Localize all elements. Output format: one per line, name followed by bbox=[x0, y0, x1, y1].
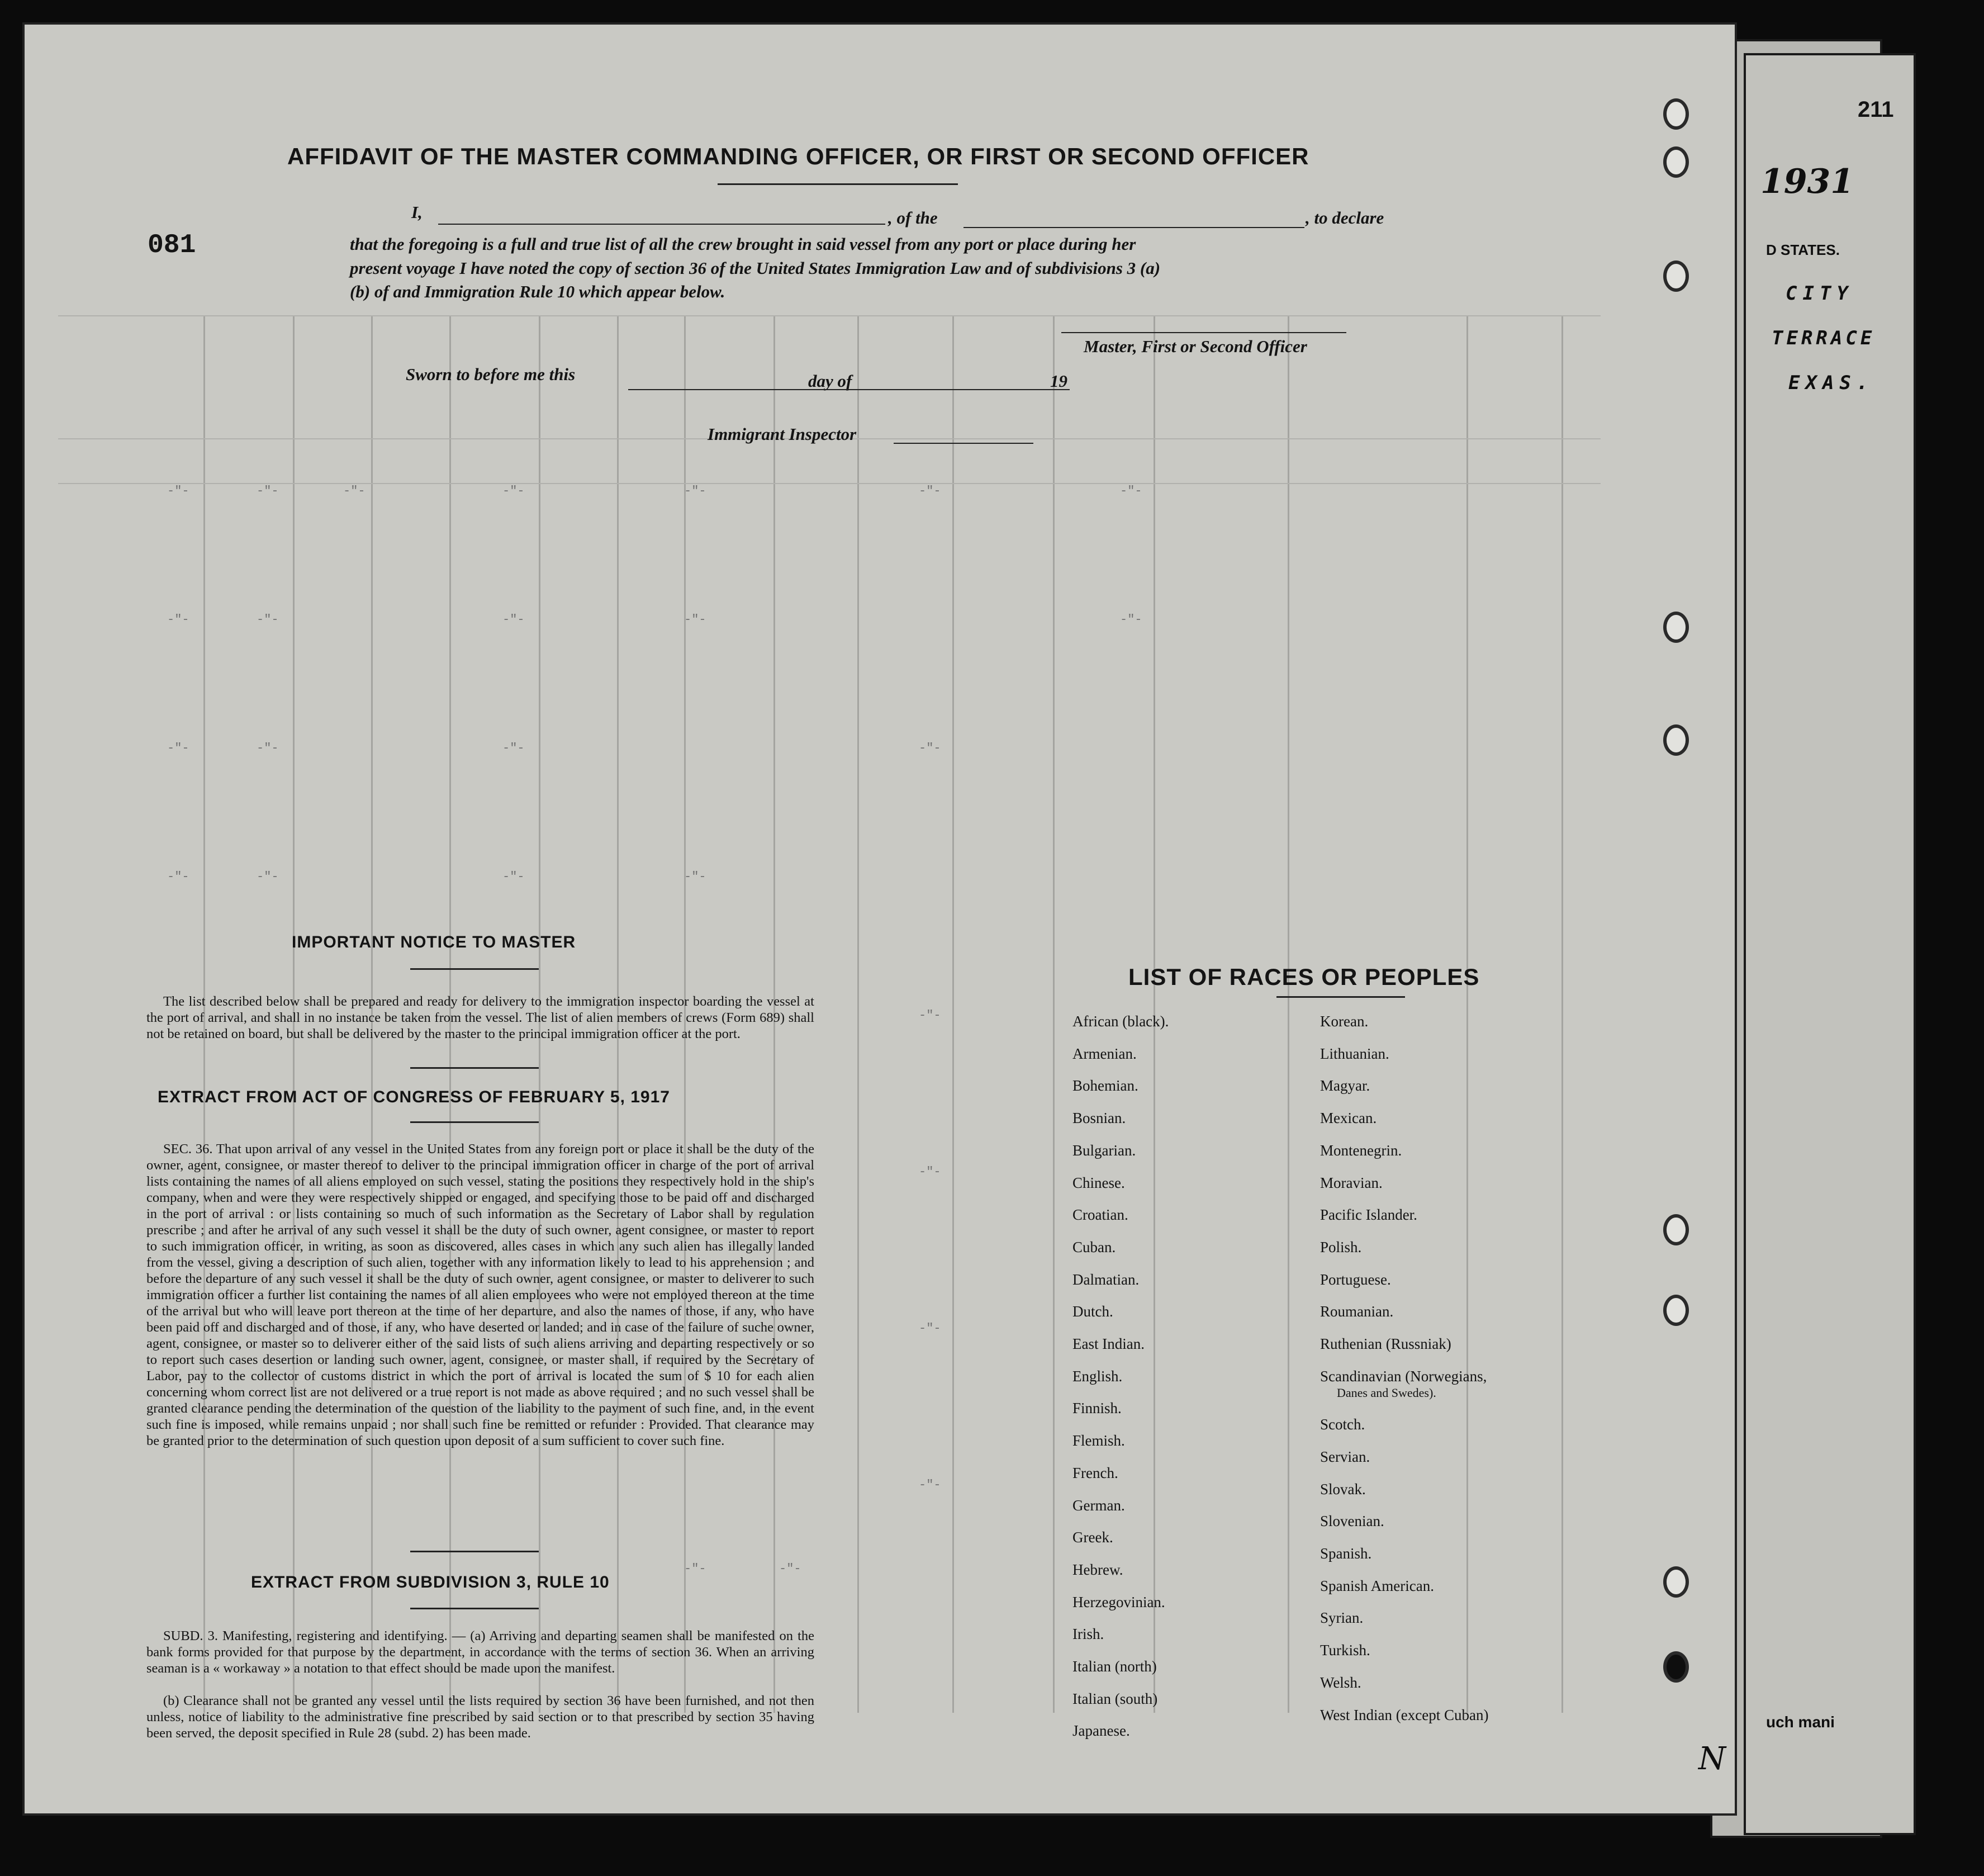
binder-hole bbox=[1663, 612, 1689, 643]
ditto-mark: -"- bbox=[502, 870, 525, 884]
year-label: 19 bbox=[1050, 371, 1067, 391]
race-item: Armenian. bbox=[1072, 1045, 1137, 1062]
affidavit-i: I, bbox=[411, 202, 423, 222]
date-blank bbox=[628, 389, 1070, 390]
ditto-mark: -"- bbox=[684, 613, 706, 627]
race-item: Bosnian. bbox=[1072, 1110, 1126, 1127]
races-rule bbox=[1276, 996, 1405, 998]
ditto-mark: -"- bbox=[167, 741, 189, 755]
inspector-label: Immigrant Inspector bbox=[708, 424, 857, 444]
ditto-mark: -"- bbox=[919, 1165, 941, 1179]
race-item: Turkish. bbox=[1320, 1642, 1370, 1659]
ditto-mark: -"- bbox=[919, 484, 941, 498]
ditto-mark: -"- bbox=[779, 1562, 801, 1576]
terrace-fragment: TERRACE bbox=[1772, 327, 1876, 349]
race-item: Scandinavian (Norwegians, bbox=[1320, 1367, 1487, 1385]
ditto-mark: -"- bbox=[684, 484, 706, 498]
race-item: Italian (south) bbox=[1072, 1690, 1158, 1707]
race-item: Ruthenian (Russniak) bbox=[1320, 1335, 1451, 1352]
title-rule bbox=[718, 183, 958, 185]
ditto-mark: -"- bbox=[257, 613, 279, 627]
ditto-mark: -"- bbox=[257, 741, 279, 755]
race-item: Finnish. bbox=[1072, 1400, 1122, 1417]
race-item: Lithuanian. bbox=[1320, 1045, 1389, 1062]
ditto-mark: -"- bbox=[919, 741, 941, 755]
race-item: Portuguese. bbox=[1320, 1271, 1391, 1288]
race-item: Bulgarian. bbox=[1072, 1141, 1136, 1159]
binder-hole bbox=[1663, 1651, 1689, 1683]
affidavit-to-declare: , to declare bbox=[1306, 208, 1384, 228]
race-item: French. bbox=[1072, 1464, 1118, 1481]
officer-label: Master, First or Second Officer bbox=[1084, 337, 1307, 356]
race-item: Spanish American. bbox=[1320, 1577, 1434, 1594]
race-item: Italian (north) bbox=[1072, 1658, 1157, 1675]
race-item: Chinese. bbox=[1072, 1174, 1125, 1191]
races-title: LIST OF RACES OR PEOPLES bbox=[1128, 964, 1480, 990]
race-item: Servian. bbox=[1320, 1448, 1370, 1465]
year-note: 1931 bbox=[1760, 162, 1854, 201]
race-item: Dutch. bbox=[1072, 1303, 1113, 1320]
race-item: West Indian (except Cuban) bbox=[1320, 1706, 1489, 1723]
ditto-mark: -"- bbox=[684, 870, 706, 884]
race-item: Mexican. bbox=[1320, 1110, 1377, 1127]
binder-hole bbox=[1663, 98, 1689, 130]
race-item: Croatian. bbox=[1072, 1206, 1128, 1224]
affidavit-line4: (b) of and Immigration Rule 10 which appear below. bbox=[350, 282, 725, 301]
rule-text-b: (b) Clearance shall not be granted any vessel until the lists required by section 36 have been furnished, and not then unless, notice of liability to the administrative fine prescribed by said section or to that prescribed by section 35 having been served, the deposit specified in Rule 28 (subd. 2) has been made. bbox=[146, 1693, 814, 1741]
act-heading: EXTRACT FROM ACT OF CONGRESS OF FEBRUARY 5, 1917 bbox=[158, 1088, 670, 1106]
race-item: Moravian. bbox=[1320, 1174, 1383, 1191]
race-item: Herzegovinian. bbox=[1072, 1593, 1165, 1610]
ditto-mark: -"- bbox=[343, 484, 366, 498]
ditto-mark: -"- bbox=[167, 613, 189, 627]
rule-heading: EXTRACT FROM SUBDIVISION 3, RULE 10 bbox=[251, 1573, 610, 1591]
notice-heading: IMPORTANT NOTICE TO MASTER bbox=[292, 933, 576, 951]
stamp-number: 081 bbox=[148, 230, 196, 260]
texas-fragment: EXAS. bbox=[1788, 372, 1874, 394]
affidavit-title: AFFIDAVIT OF THE MASTER COMMANDING OFFICER, OR FIRST OR SECOND OFFICER bbox=[287, 143, 1309, 169]
race-item: Hebrew. bbox=[1072, 1561, 1123, 1578]
race-item: African (black). bbox=[1072, 1013, 1169, 1030]
binder-hole bbox=[1663, 146, 1689, 178]
race-item: Slovak. bbox=[1320, 1480, 1366, 1498]
ditto-mark: -"- bbox=[502, 613, 525, 627]
race-item: Greek. bbox=[1072, 1529, 1113, 1546]
act-text: SEC. 36. That upon arrival of any vessel in the United States from any foreign port or place it shall be the duty of the owner, agent, consignee, or master thereof to deliver to the principal immigration officer in charge of the port of arrival lists containing the names of all aliens employed on such vessel, stating the positions they respectively hold in the ship's company, when and were they were respectively shipped or engaged, and specifying those to be paid off and discharged in the port of arrival : or lists containing so much of such information as the Secretary of Labor shall by regulation prescribe ; and after he arrival of any such vessel it shall be the duty of such owner, agent consignee, or master to report to such immigration officer, in writing, as soon as discovered, alles cases in which any such alien has illegally landed from the vessel, giving a description of such alien, together with any information likely to lead to his apprehension ; and before the departure of any such vessel it shall be the duty of such owner, agent consignee, or master to deliverer to such immigration officer a further list containing the names of all alien employees who were not employed thereon at the time of the arrival but who will leave port thereon at the time of her departure, and also the names of those, if any, who have been paid off and discharged and of those, if any, who have deserted or landed; and in case of the failure of suche owner, agent, consignee, or master so to deliverer either of the said lists of such aliens arriving and departing respectively or so to report such cases desertion or landing such owner, agent, consignee, or master shall, if required by the Secretary of Labor, pay to the collector of customs district in which the port of arrival is located the sum of $ 10 for each alien concerning whom correct list are not delivered or a true report is not made as above required ; and no such vessel shall be granted clearance pending the determination of the question of the liability to the payment of such fine, and, in the event such fine is imposed, while remains unpaid ; nor shall such fine be remitted or refunder : Provided. That clearance may be granted prior to the determination of such question upon deposit of a sum sufficient to cover such fine. bbox=[146, 1141, 814, 1448]
binder-hole bbox=[1663, 724, 1689, 756]
notice-text: The list described below shall be prepared and ready for delivery to the immigration inspector boarding the vessel at the port of arrival, and shall in no instance be taken from the vessel. The list of alien members of crews (Form 689) shall not be retained on board, but shall be delivered by the master to the principal immigration officer at the port. bbox=[146, 994, 814, 1041]
race-item: Pacific Islander. bbox=[1320, 1206, 1417, 1224]
race-item: Syrian. bbox=[1320, 1609, 1364, 1627]
ditto-mark: -"- bbox=[1120, 484, 1142, 498]
act-bottom-rule bbox=[410, 1121, 539, 1123]
affidavit-line3: present voyage I have noted the copy of section 36 of the United States Immigration Law and of subdivisions 3 (a) bbox=[350, 258, 1161, 278]
day-of-label: day of bbox=[808, 371, 852, 391]
race-item: Roumanian. bbox=[1320, 1303, 1394, 1320]
underlying-page-2 bbox=[1744, 53, 1916, 1835]
such-manifest-fragment: uch mani bbox=[1766, 1713, 1835, 1731]
race-item: Dalmatian. bbox=[1072, 1271, 1140, 1288]
ditto-mark: -"- bbox=[1120, 613, 1142, 627]
race-item: East Indian. bbox=[1072, 1335, 1145, 1352]
binder-hole bbox=[1663, 1295, 1689, 1326]
city-fragment: CITY bbox=[1786, 282, 1854, 305]
ditto-mark: -"- bbox=[919, 1478, 941, 1492]
rule-top-rule bbox=[410, 1551, 539, 1552]
act-top-rule bbox=[410, 1067, 539, 1069]
name-blank bbox=[438, 224, 885, 225]
ditto-mark: -"- bbox=[257, 870, 279, 884]
ditto-mark: -"- bbox=[502, 741, 525, 755]
race-item: Korean. bbox=[1320, 1013, 1369, 1030]
race-item: Montenegrin. bbox=[1320, 1141, 1402, 1159]
page-number: 211 bbox=[1858, 97, 1894, 122]
notice-rule bbox=[410, 968, 539, 970]
sworn-label: Sworn to before me this bbox=[406, 364, 576, 384]
affidavit-of-the: , of the bbox=[888, 208, 938, 228]
race-item: Cuban. bbox=[1072, 1238, 1116, 1256]
ditto-mark: -"- bbox=[919, 1321, 941, 1335]
race-item: Spanish. bbox=[1320, 1545, 1372, 1562]
race-item-continuation: Danes and Swedes). bbox=[1337, 1385, 1436, 1400]
ditto-mark: -"- bbox=[167, 870, 189, 884]
race-item: Flemish. bbox=[1072, 1432, 1125, 1449]
vessel-blank bbox=[963, 227, 1304, 228]
rule-text-a: SUBD. 3. Manifesting, registering and identifying. — (a) Arriving and departing seamen shall be manifested on the bank forms provided for that purpose by the department, in accordance with the terms of section 36. When an arriving seaman is a « workaway » a notation to that effect should be made upon the manifest. bbox=[146, 1628, 814, 1676]
binder-hole bbox=[1663, 1214, 1689, 1245]
race-item: Scotch. bbox=[1320, 1416, 1365, 1433]
ditto-mark: -"- bbox=[684, 1562, 706, 1576]
race-item: Welsh. bbox=[1320, 1674, 1361, 1691]
inspector-line bbox=[894, 443, 1033, 444]
race-item: Irish. bbox=[1072, 1626, 1104, 1643]
race-item: Japanese. bbox=[1072, 1722, 1130, 1740]
affidavit-line2: that the foregoing is a full and true list of all the crew brought in said vessel from any port or place during her bbox=[350, 234, 1136, 254]
race-item: Polish. bbox=[1320, 1238, 1362, 1256]
rule-bottom-rule bbox=[410, 1608, 539, 1609]
race-item: English. bbox=[1072, 1367, 1123, 1385]
corner-mark: N bbox=[1698, 1741, 1726, 1777]
binder-hole bbox=[1663, 260, 1689, 292]
ditto-mark: -"- bbox=[167, 484, 189, 498]
race-item: Bohemian. bbox=[1072, 1077, 1138, 1095]
united-states-fragment: D STATES. bbox=[1766, 241, 1840, 258]
ditto-mark: -"- bbox=[919, 1008, 941, 1022]
race-item: Magyar. bbox=[1320, 1077, 1370, 1095]
ditto-mark: -"- bbox=[502, 484, 525, 498]
binder-hole bbox=[1663, 1566, 1689, 1598]
race-item: German. bbox=[1072, 1496, 1125, 1514]
race-item: Slovenian. bbox=[1320, 1513, 1384, 1530]
ditto-mark: -"- bbox=[257, 484, 279, 498]
officer-signature-line bbox=[1061, 332, 1346, 333]
